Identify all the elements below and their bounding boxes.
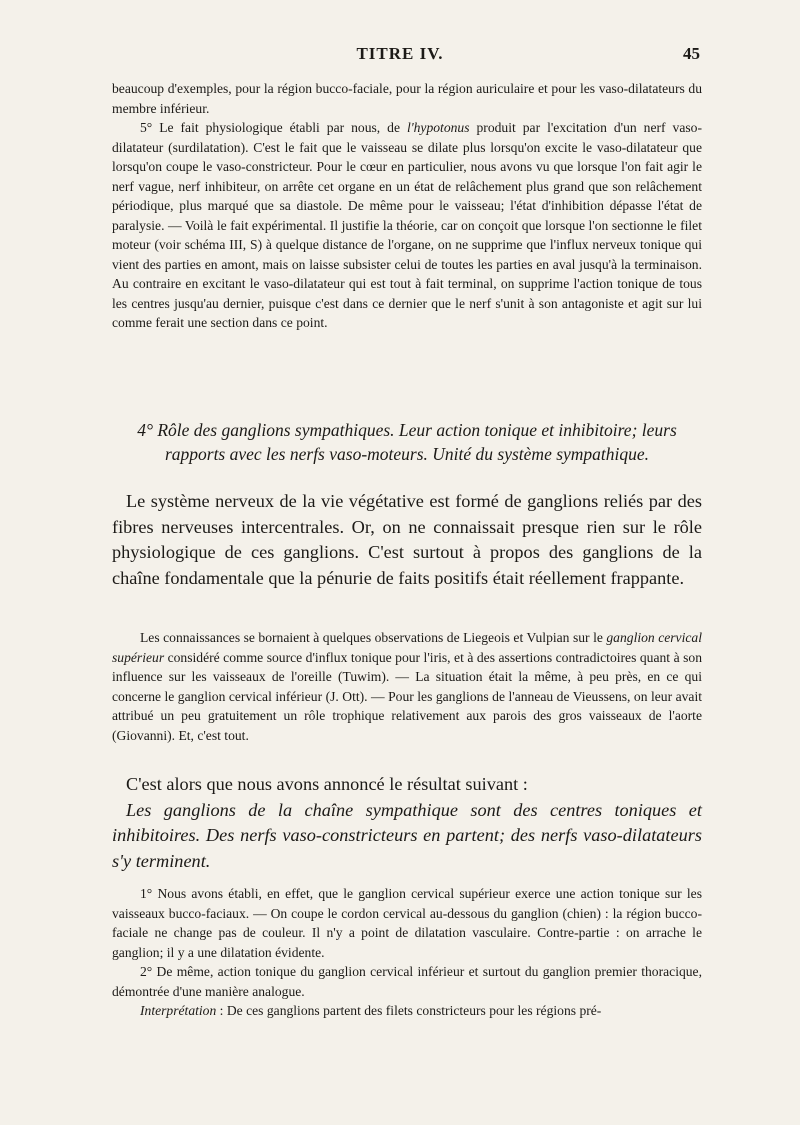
page-number: 45 — [683, 44, 700, 63]
term-ganglion-cervical: ganglion cervical supérieur — [112, 630, 702, 665]
running-title: TITRE IV. — [356, 44, 444, 63]
term-hypotonus: l'hypotonus — [406, 120, 470, 135]
paragraph-interpretation — [112, 1001, 702, 1021]
paragraph-result-statement: Les ganglions de la chaîne sympathique sont des centres toniques et inhibitoires. Des nerfs vaso-constricteurs en partent; des nerfs vaso-dilatateurs s'y terminent. — [112, 799, 702, 871]
paragraph-continued: beaucoup d'exemples, pour la région bucco-faciale, pour la région auriculaire et pour les vaso-dilatateurs du membre inférieur. — [112, 81, 702, 116]
intro-section — [112, 489, 702, 591]
paragraph-result-intro: C'est alors que nous avons annoncé le résultat suivant : — [126, 774, 528, 794]
paragraph-rest: produit par l'excitation d'un nerf vaso-dilatateur (surdilatation). C'est le fait que le vaisseau se dilate plus lorsqu'on excite le vaso-dilatateur que lorsqu'on coupe le vaso-constricteur. Pour le cœur en particulier, nous avons vu que lorsque l'on fait agir le nerf vague, nerf inhibiteur, on arrête cet organe en un état de relâchement plus grand que son relâchement périodique, plus marqué que sa diastole. De même pour le vaisseau; l'état d'inhibition dépasse l'état de paralysie. — Voilà le fait expérimental. Il justifie la théorie, car on conçoit que lorsque l'on sectionne le filet moteur (voir schéma III, S) à quelque distance de l'organe, on ne supprime que l'influx nerveux tonique qui vient des parties en amont, mais on laisse subsister celui de toutes les parties en aval jusqu'à la terminaison. Au contraire en excitant le vaso-dilatateur qui est tout à fait terminal, on supprime l'action tonique de tous les centres jusqu'au dernier, puisque c'est dans ce dernier que le nerf s'unit à son antagoniste et agit sur lui comme ferait une section dans ce point. — [112, 120, 702, 330]
hypotonus-section — [112, 79, 702, 333]
paragraph-rest: : De ces ganglions partent des filets constricteurs pour les régions pré- — [216, 1003, 602, 1018]
paragraph-intro: Le système nerveux de la vie végétative est formé de ganglions reliés par des fibres nerveuses intercentrales. Or, on ne connaissait presque rien sur le rôle physiologique de ces ganglions. C'est surtout à propos des ganglions de la chaîne fondamentale que la pénurie de faits positifs était réellement frappante. — [112, 491, 702, 588]
paragraph-prior-knowledge — [112, 628, 702, 745]
paragraph-rest: considéré comme source d'influx tonique pour l'iris, et à des assertions contradictoires quant à son influence sur les vaisseaux de l'oreille (Tuwim). — La situation était la même, à peu près, en ce qui concerne le ganglion cervical inférieur (J. Ott). — Pour les ganglions de l'anneau de Vieussens, on leur avait attribué un peu gratuitement un rôle trophique relativement aux parois des gros vaisseaux de l'aorte (Giovanni). Et, c'est tout. — [112, 649, 702, 743]
paragraph-evidence-1: 1° Nous avons établi, en effet, que le ganglion cervical supérieur exerce une action tonique sur les vaisseaux bucco-faciaux. — On coupe le cordon cervical au-dessous du ganglion (chien) : la région bucco-faciale ne change pas de couleur. Il n'y a point de dilatation vasculaire. Contre-partie : on arrache le ganglion; il y a une dilatation évidente. — [112, 886, 702, 960]
prior-knowledge-section — [112, 628, 702, 745]
section-heading: 4° Rôle des ganglions sympathiques. Leur action tonique et inhibitoire; leurs rapports avec les nerfs vaso-moteurs. Unité du système sympathique. — [137, 420, 677, 464]
paragraph-lead: 5° Le fait physiologique établi par nous, de — [140, 120, 407, 135]
result-section — [112, 772, 702, 874]
evidence-section — [112, 884, 702, 1021]
term-interpretation: Interprétation — [140, 1003, 217, 1018]
running-head — [0, 44, 800, 68]
paragraph-lead: Les connaissances se bornaient à quelques observations de Liegeois et Vulpian sur le — [140, 630, 607, 645]
paragraph-evidence-2: 2° De même, action tonique du ganglion cervical inférieur et surtout du ganglion premier thoracique, démontrée d'une manière analogue. — [112, 964, 702, 999]
paragraph-hypotonus — [112, 118, 702, 333]
